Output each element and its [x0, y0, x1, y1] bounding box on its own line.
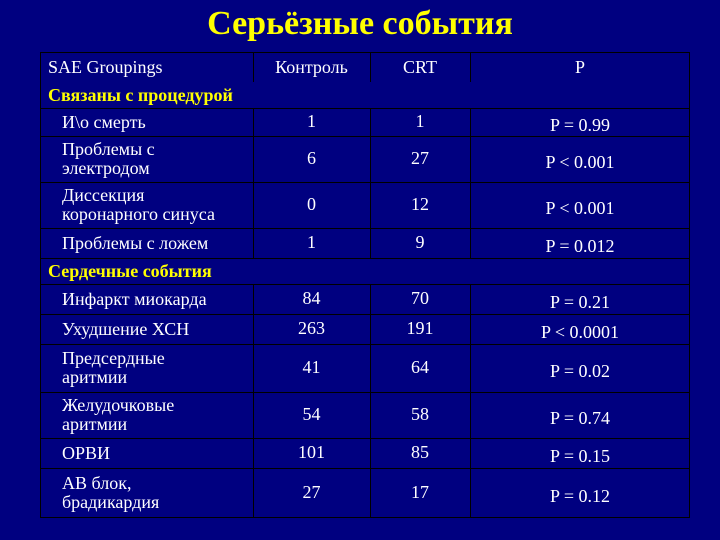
column-divider: [470, 52, 471, 82]
row-name-line: аритмии: [62, 367, 128, 387]
column-divider: [253, 52, 254, 82]
crt-value: 9: [415, 232, 425, 252]
p-value: P = 0.15: [550, 446, 610, 466]
column-divider: [370, 438, 371, 468]
row-name: [62, 344, 245, 392]
row-name-line: АВ блок,: [62, 473, 132, 493]
section-label: Связаны с процедурой: [48, 85, 233, 105]
control-value: 0: [307, 194, 316, 214]
control-value: 41: [302, 357, 321, 377]
row-divider: [253, 258, 690, 259]
column-divider: [253, 228, 254, 258]
p-value: P = 0.12: [550, 486, 610, 506]
column-divider: [370, 284, 371, 314]
crt-value: 191: [406, 318, 434, 338]
column-divider: [470, 284, 471, 314]
column-divider: [370, 228, 371, 258]
page-title: Серьёзные события: [207, 5, 513, 42]
control-value: 54: [302, 404, 321, 424]
row-name: [62, 438, 245, 468]
p-value: P = 0.02: [550, 361, 610, 381]
row-name-line: Диссекция: [62, 185, 145, 205]
column-divider: [470, 344, 471, 392]
crt-value: 64: [411, 357, 429, 377]
column-divider: [253, 182, 254, 228]
row-name-line: аритмии: [62, 414, 128, 434]
row-name-line: Желудочковые: [62, 395, 175, 415]
crt-value: 58: [411, 404, 429, 424]
header-groupings: SAE Groupings: [48, 57, 163, 77]
p-value: P < 0.001: [545, 198, 615, 218]
p-value: P = 0.99: [550, 115, 610, 135]
row-name-line: Ухудшение ХСН: [62, 318, 190, 339]
p-value: P < 0.0001: [541, 322, 619, 342]
column-divider: [370, 344, 371, 392]
control-value: 27: [302, 482, 321, 502]
column-divider: [370, 108, 371, 136]
row-name: [62, 108, 245, 136]
row-name-line: Проблемы с ложем: [62, 232, 209, 253]
p-value: P < 0.001: [545, 152, 615, 172]
row-name: [62, 468, 245, 518]
crt-value: 70: [411, 288, 429, 308]
header-control: Контроль: [275, 57, 348, 77]
p-value: P = 0.012: [545, 236, 615, 256]
row-name-line: Проблемы с: [62, 139, 155, 159]
header-crt: CRT: [403, 57, 437, 77]
column-divider: [253, 284, 254, 314]
column-divider: [470, 468, 471, 518]
column-divider: [253, 468, 254, 518]
crt-value: 85: [411, 442, 429, 462]
sae-table: [40, 52, 690, 518]
column-divider: [470, 438, 471, 468]
crt-value: 1: [415, 111, 425, 131]
column-divider: [370, 136, 371, 182]
row-divider: [40, 258, 253, 259]
crt-value: 12: [411, 194, 429, 214]
row-name: [62, 314, 245, 344]
crt-value: 17: [411, 482, 429, 502]
p-value: P = 0.21: [550, 292, 610, 312]
control-value: 1: [307, 232, 316, 252]
row-name-line: Инфаркт миокарда: [62, 288, 207, 309]
column-divider: [253, 314, 254, 344]
column-divider: [470, 136, 471, 182]
column-divider: [470, 392, 471, 438]
column-divider: [253, 344, 254, 392]
row-name: [62, 284, 245, 314]
control-value: 84: [302, 288, 321, 308]
row-name-line: брадикардия: [62, 492, 160, 512]
column-divider: [370, 314, 371, 344]
row-name: [62, 136, 245, 182]
p-value: P = 0.74: [550, 408, 610, 428]
header-p: P: [574, 57, 585, 77]
control-value: 263: [298, 318, 325, 338]
column-divider: [253, 136, 254, 182]
column-divider: [370, 182, 371, 228]
control-value: 1: [307, 111, 316, 131]
row-name: [62, 392, 245, 438]
column-divider: [370, 52, 371, 82]
control-value: 6: [307, 148, 316, 168]
column-divider: [470, 314, 471, 344]
row-name-line: Предсердные: [62, 348, 165, 368]
column-divider: [253, 392, 254, 438]
column-divider: [370, 392, 371, 438]
column-divider: [253, 438, 254, 468]
column-divider: [370, 468, 371, 518]
column-divider: [470, 182, 471, 228]
column-divider: [470, 228, 471, 258]
control-value: 101: [298, 442, 325, 462]
row-name: [62, 228, 245, 258]
crt-value: 27: [411, 148, 429, 168]
row-name: [62, 182, 245, 228]
column-divider: [470, 108, 471, 136]
row-name-line: И\о смерть: [62, 111, 146, 132]
row-name-line: ОРВИ: [62, 442, 111, 463]
column-divider: [253, 108, 254, 136]
row-name-line: электродом: [62, 158, 150, 178]
section-label: Сердечные события: [48, 261, 212, 281]
row-name-line: коронарного синуса: [62, 204, 215, 224]
